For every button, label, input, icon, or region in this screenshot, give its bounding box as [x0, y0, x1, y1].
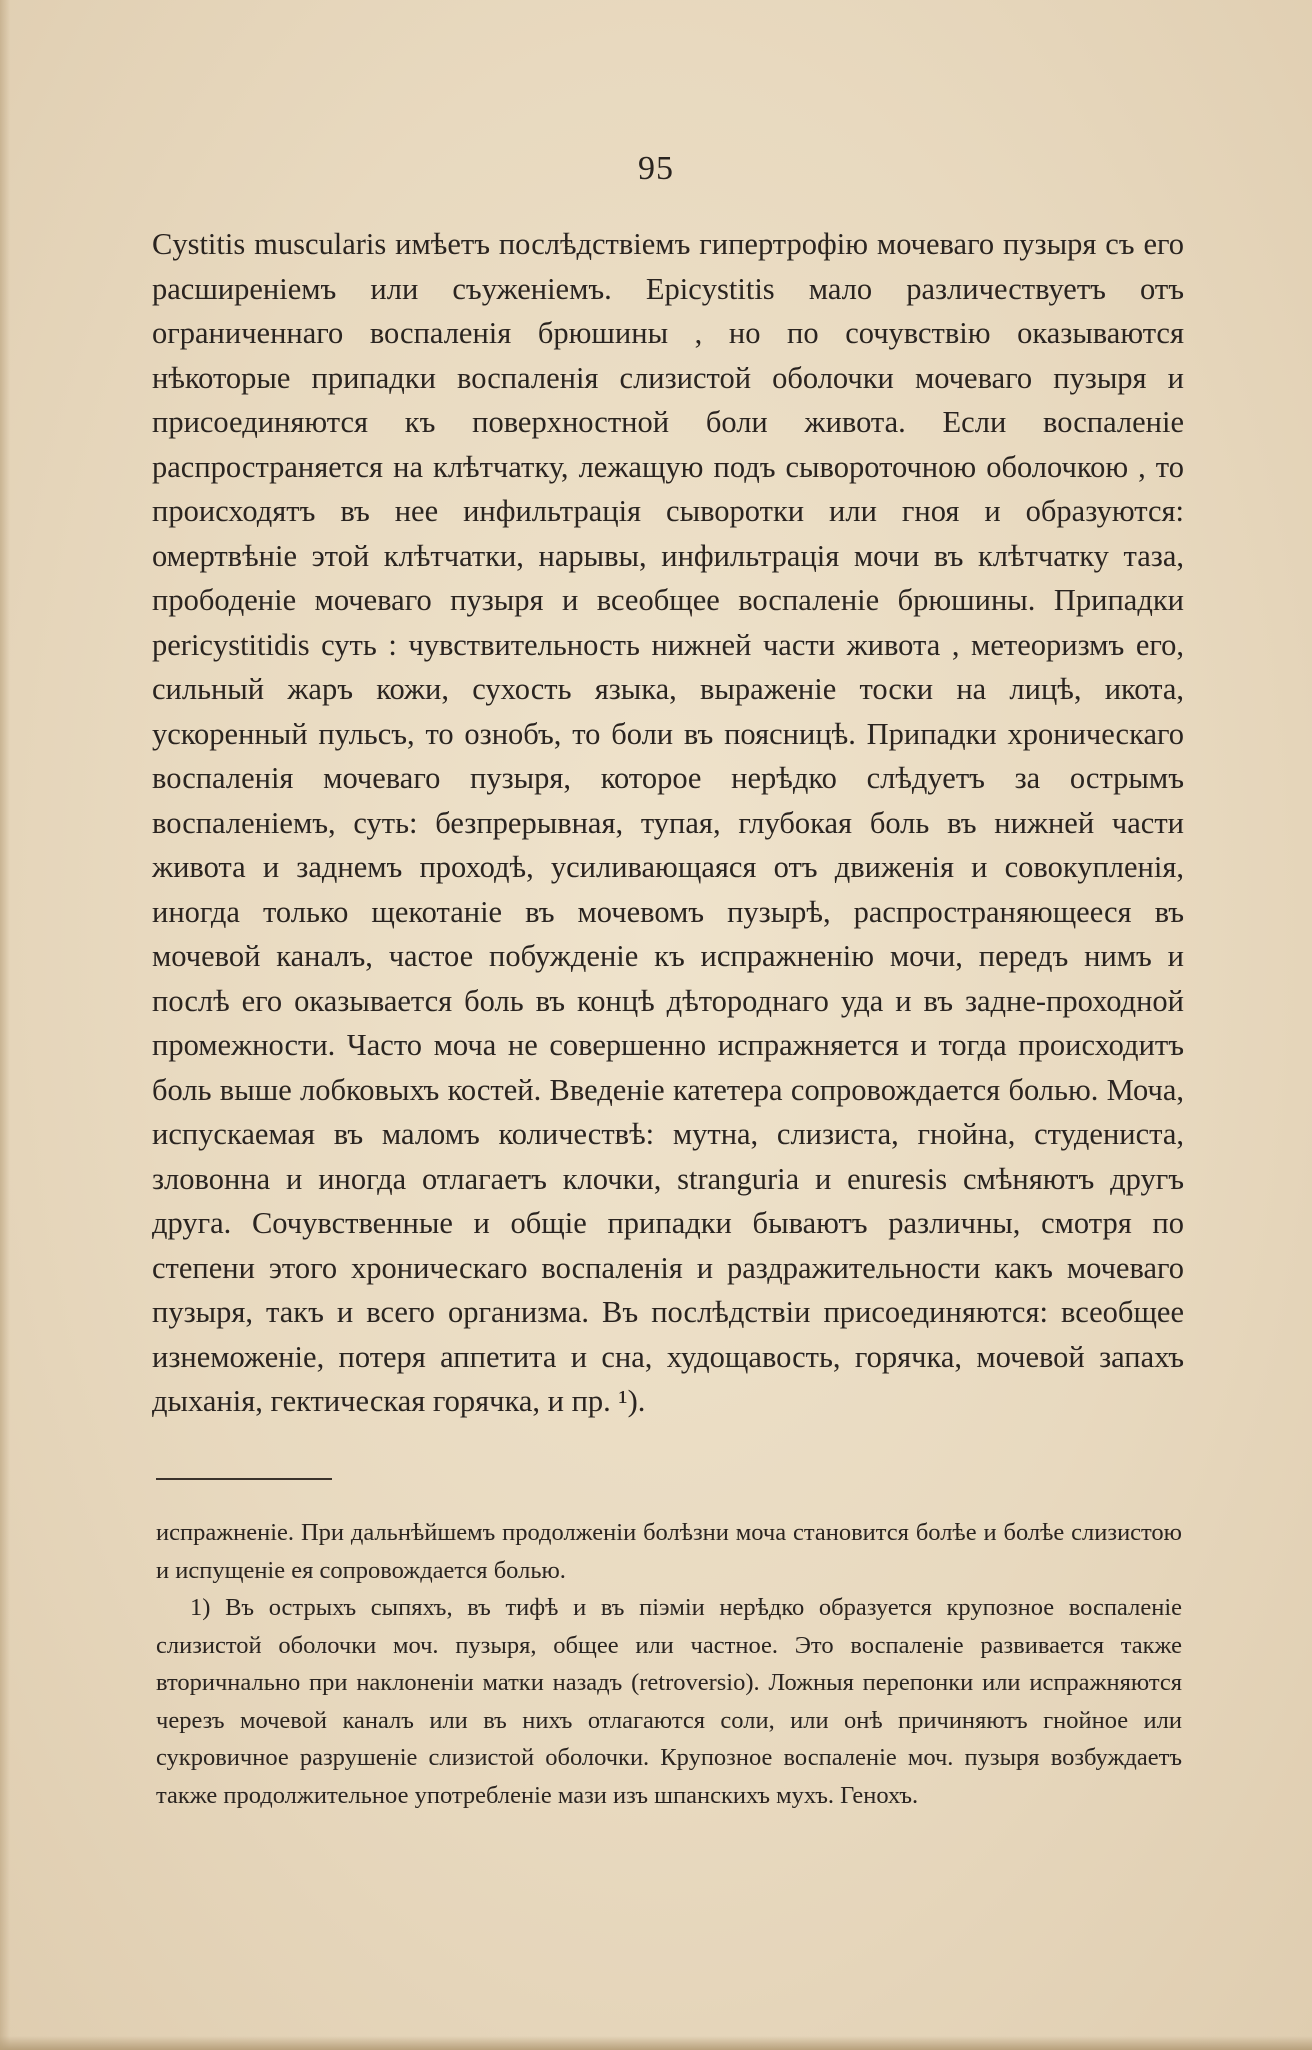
page-number: 95 — [638, 150, 674, 187]
body-paragraph: Cystitis muscularis имѣетъ послѣдствіемъ гипертрофію мочеваго пузыря съ его расширеніемъ или съуженіемъ. Epicystitis мало различествуетъ отъ ограниченнаго воспаленія брюшины , но по сочувствію оказываются нѣкоторые припадки воспаленія слизистой оболочки мочеваго пузыря и присоединяются къ поверхностной боли живота. Если воспаленіе распространяется на клѣтчатку, лежащую подъ сывороточною оболочкою , то происходятъ въ нее инфильтрація сыворотки или гноя и образуются: омертвѣніе этой клѣтчатки, нарывы, инфильтрація мочи въ клѣтчатку таза, прободеніе мочеваго пузыря и всеобщее воспаленіе брюшины. Припадки pericystitidis суть : чувствительность нижней части живота , метеоризмъ его, сильный жаръ кожи, сухость языка, выраженіе тоски на лицѣ, икота, ускоренный пульсъ, то ознобъ, то боли въ поясницѣ. Припадки хроническаго воспаленія мочеваго пузыря, которое нерѣдко слѣдуетъ за острымъ воспаленіемъ, суть: безпрерывная, тупая, глубокая боль въ нижней части живота и заднемъ проходѣ, усиливающаяся отъ движенія и совокупленія, иногда только щекотаніе въ мочевомъ пузырѣ, распространяющееся въ мочевой каналъ, частое побужденіе къ испражненію мочи, передъ нимъ и послѣ его оказывается боль въ концѣ дѣтороднаго уда и въ задне-проходной промежности. Часто моча не совершенно испражняется и тогда происходитъ боль выше лобковыхъ костей. Введеніе катетера сопровождается болью. Моча, испускаемая въ маломъ количествѣ: мутна, слизиста, гнойна, студениста, зловонна и иногда отлагаетъ клочки, strangurіa и enuresis смѣняютъ другъ друга. Сочувственные и общіе припадки бываютъ различны, смотря по степени этого хроническаго воспаленія и раздражительности какъ мочеваго пузыря, такъ и всего организма. Въ послѣдствіи присоединяются: всеобщее изнеможеніе, потеря аппетита и сна, худощавость, горячка, мочевой запахъ дыханія, гектическая горячка, и пр. ¹). — [152, 227, 1184, 1418]
page-bottom-shadow — [0, 2036, 1312, 2050]
footnote-marker: 1) — [190, 1594, 211, 1621]
footnote-text: Въ острыхъ сыпяхъ, въ тифѣ и въ піэміи нерѣдко образуется крупозное воспаленіе слизистой оболочки моч. пузыря, общее или частное. Это воспаленіе развивается также вторичнально при наклоненіи матки назадъ (retroversio). Ложныя перепонки или испражняются черезъ мочевой каналъ или въ нихъ отлагаются соли, или онѣ причиняютъ гнойное или сукровичное разрушеніе слизистой оболочки. Крупозное воспаленіе моч. пузыря возбуждаетъ также продолжительное употребленіе мази изъ шпанскихъ мухъ. Генохъ. — [156, 1594, 1183, 1809]
footnote-1 — [156, 1589, 1182, 1814]
footnotes — [156, 1514, 1182, 1814]
footnote-divider — [156, 1478, 332, 1480]
body-text — [152, 222, 1184, 1424]
footnote-continuation: испражненіе. При дальнѣйшемъ продолженіи болѣзни моча становится болѣе и болѣе слизистою и испущеніе ея сопровождается болью. — [156, 1519, 1182, 1584]
page-edge-shadow — [0, 0, 10, 2050]
